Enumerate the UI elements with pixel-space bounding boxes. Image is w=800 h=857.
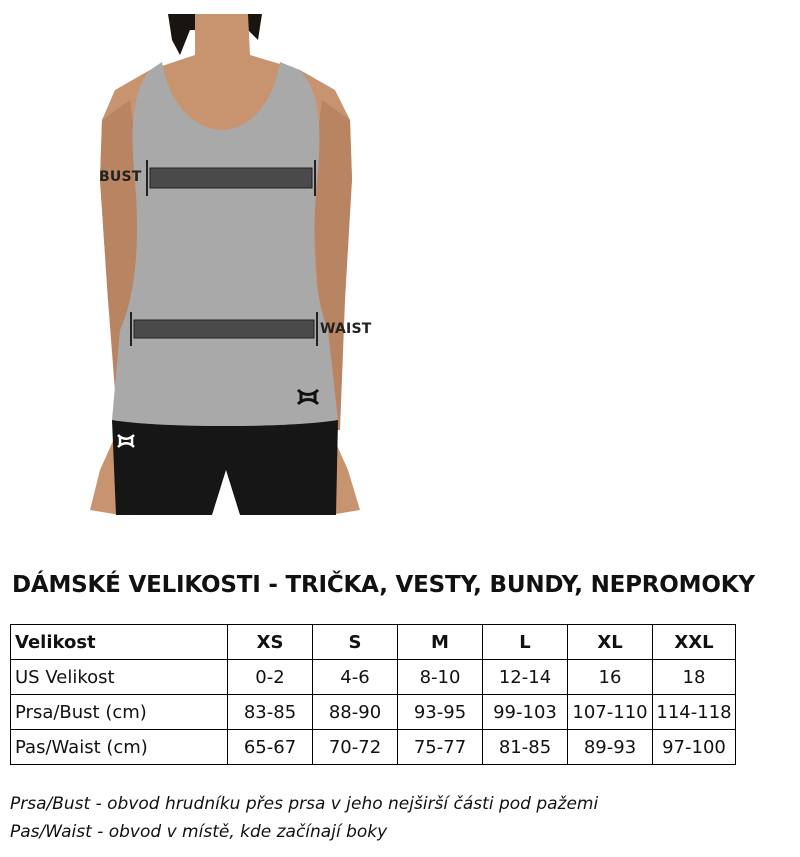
row-label: US Velikost [11,660,228,695]
note-bust: Prsa/Bust - obvod hrudníku přes prsa v jeho nejširší části pod pažemi [10,794,599,814]
waist-measure-band [134,320,314,338]
table-row [11,695,736,730]
header-cell: Velikost [11,625,228,660]
waist-label: WAIST [320,321,372,337]
table-cell: 0-2 [228,660,313,695]
row-label: Pas/Waist (cm) [11,730,228,765]
table-row [11,660,736,695]
table-cell: 4-6 [313,660,398,695]
table-cell: 18 [653,660,736,695]
table-cell: 89-93 [568,730,653,765]
row-label: Prsa/Bust (cm) [11,695,228,730]
table-cell: 99-103 [483,695,568,730]
table-cell: 93-95 [398,695,483,730]
table-cell: 107-110 [568,695,653,730]
header-cell: M [398,625,483,660]
table-header-row [11,625,736,660]
measurement-notes [10,790,598,846]
table-row [11,730,736,765]
bust-measure-band [150,168,312,188]
table-cell: 114-118 [653,695,736,730]
header-cell: XL [568,625,653,660]
header-cell: XS [228,625,313,660]
table-cell: 75-77 [398,730,483,765]
table-cell: 16 [568,660,653,695]
note-waist: Pas/Waist - obvod v místě, kde začínají boky [10,822,388,842]
header-cell: XXL [653,625,736,660]
bust-label: BUST [99,169,142,185]
shorts [112,420,338,515]
table-cell: 97-100 [653,730,736,765]
table-cell: 70-72 [313,730,398,765]
header-cell: S [313,625,398,660]
table-cell: 83-85 [228,695,313,730]
table-cell: 88-90 [313,695,398,730]
page-heading: DÁMSKÉ VELIKOSTI - TRIČKA, VESTY, BUNDY, NEPROMOKY [12,572,755,598]
table-cell: 65-67 [228,730,313,765]
size-table [10,624,736,765]
table-cell: 12-14 [483,660,568,695]
header-cell: L [483,625,568,660]
table-cell: 81-85 [483,730,568,765]
table-cell: 8-10 [398,660,483,695]
